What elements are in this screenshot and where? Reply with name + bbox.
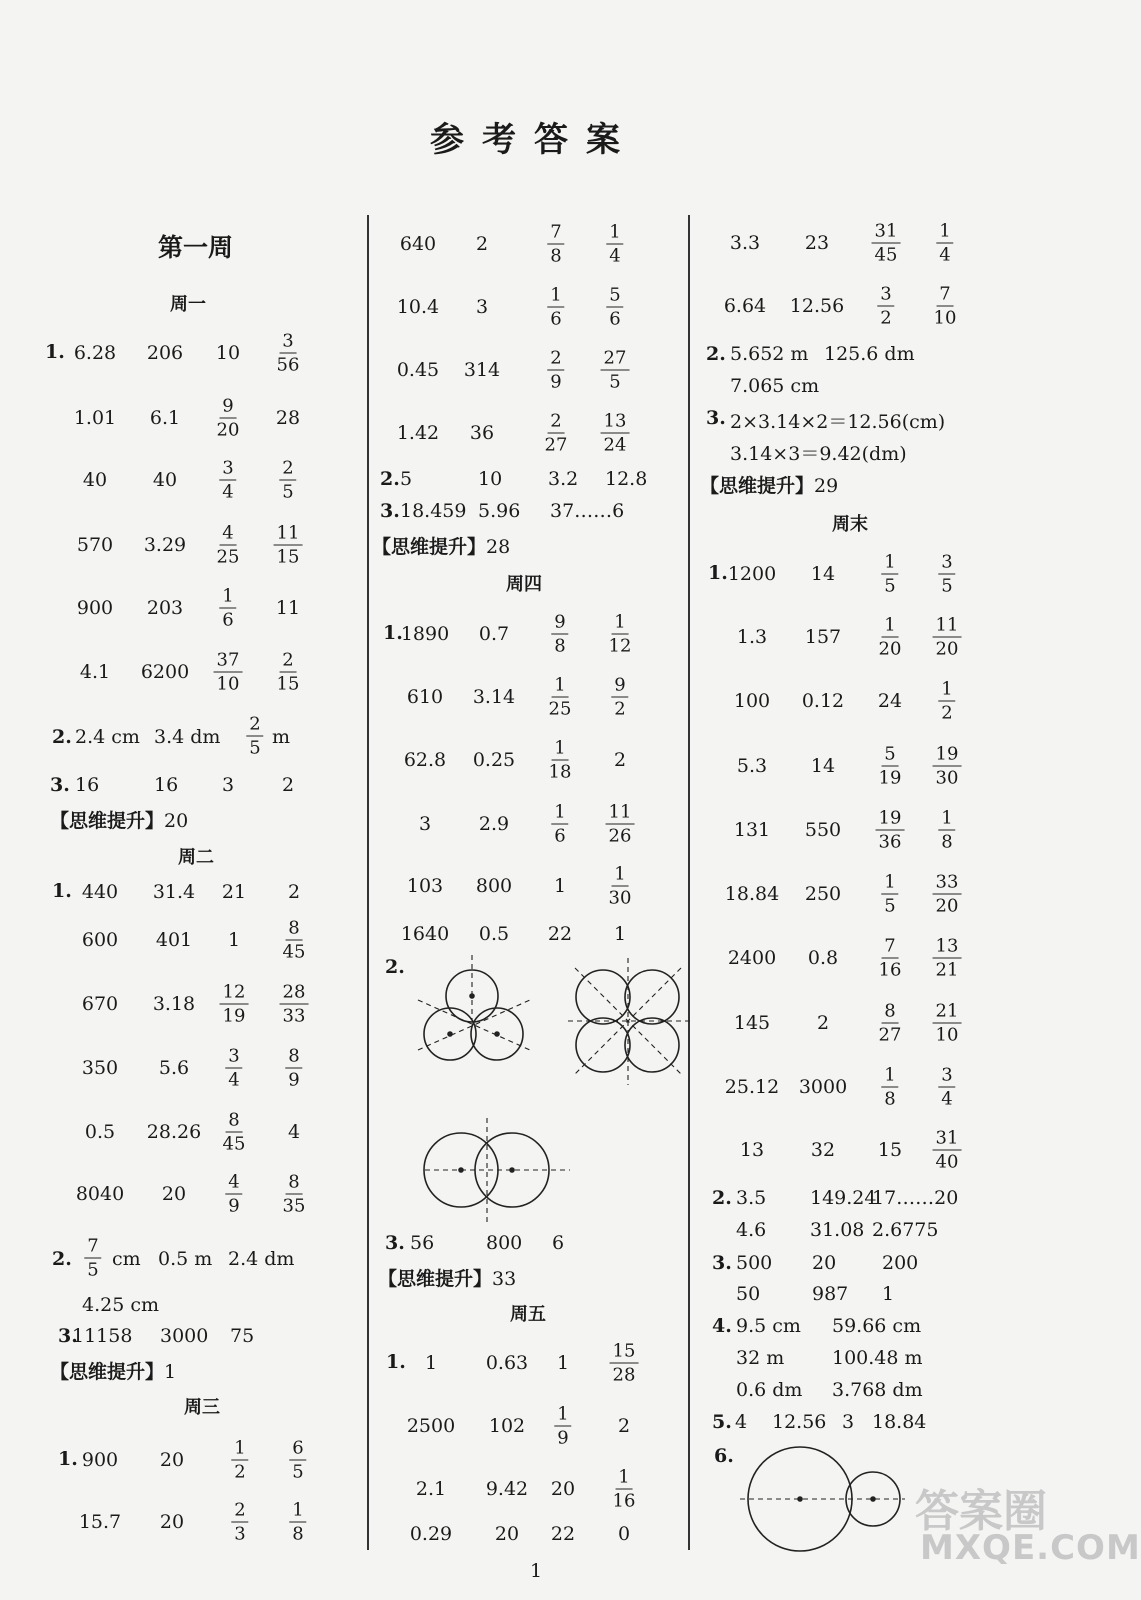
tue-q1-r4-c1: 350	[81, 1057, 119, 1079]
weekend-q1-r4-c4: $\frac{19}{30}$	[933, 743, 962, 790]
tue-q3-item2: 3000	[160, 1325, 209, 1347]
thu-q1-r5-c2: 800	[475, 875, 513, 897]
wed-q3-number: 3.	[380, 500, 400, 522]
wed-cont-r1-c2: 2	[475, 233, 489, 255]
weekend-q5-item3: 3	[842, 1411, 855, 1433]
tue-q1-r2-c1: 600	[81, 929, 119, 951]
wed-q1-r1-c1: 900	[81, 1449, 119, 1471]
mon-q1-r6-c1: 4.1	[79, 661, 111, 683]
weekend-q1-r10-c2: 32	[810, 1139, 836, 1161]
mon-q3-item3: 3	[222, 774, 235, 796]
wed-q1-r2-c4: $\frac{1}{8}$	[289, 1499, 306, 1546]
wed-q2-item4: 12.8	[605, 468, 648, 490]
wed-q2-col3-item1: 5.652 m	[730, 343, 809, 365]
mon-q2-answer-b: 3.4 dm	[154, 726, 221, 748]
weekend-q1-r8-c1: 145	[733, 1012, 771, 1034]
thu-q1-r4-c2: 2.9	[478, 813, 510, 835]
wed-cont-r2-c4: $\frac{5}{6}$	[606, 284, 623, 331]
wed-q3-col3-item1: 2×3.14×2＝12.56(cm)	[730, 411, 946, 433]
thu-q1-r6-c2: 0.5	[478, 923, 510, 945]
tue-think: 【思维提升】1	[50, 1361, 177, 1383]
tue-q2-fraction: $\frac{7}{5}$	[84, 1235, 101, 1282]
weekend-q1-r4-c1: 5.3	[736, 755, 768, 777]
mon-q1-r4-c1: 570	[76, 534, 114, 556]
weekend-q1-r7-c3: $\frac{7}{16}$	[878, 935, 902, 981]
wed-q2-number: 2.	[380, 468, 400, 490]
mon-q1-r3-c1: 40	[82, 469, 108, 491]
thu-q1-r5-c4: $\frac{1}{30}$	[608, 863, 632, 909]
weekend-q4-item2: 59.66 cm	[832, 1315, 922, 1337]
tue-q1-r6-c3: $\frac{4}{9}$	[225, 1171, 242, 1218]
fri-q1-r2-c3: $\frac{1}{9}$	[554, 1403, 571, 1450]
thu-q1-r4-c4: $\frac{11}{26}$	[606, 801, 635, 848]
mon-q3-item4: 2	[282, 774, 295, 796]
weekend-q1-r2-c4: $\frac{11}{20}$	[933, 614, 962, 661]
tue-q1-r1-c1: 440	[81, 881, 119, 903]
weekend-q1-r6-c3: $\frac{1}{5}$	[881, 871, 898, 918]
wed-col3-r1-c3: $\frac{31}{45}$	[872, 220, 901, 267]
mon-q1-r5-c1: 900	[76, 597, 114, 619]
wed-q1-r2-c2: 20	[159, 1511, 185, 1533]
mon-q1-r4-c3: $\frac{4}{25}$	[216, 522, 240, 568]
thu-q1-r5-c3: 1	[553, 875, 567, 897]
mon-q1-r5-c4: 11	[275, 597, 301, 619]
weekend-q1-r3-c1: 100	[733, 690, 771, 712]
fri-q1-r3-c1: 2.1	[415, 1478, 447, 1500]
wed-q1-number: 1.	[58, 1448, 78, 1470]
mon-q1-number: 1.	[45, 341, 65, 363]
weekend-q2-item1: 3.5	[736, 1187, 767, 1209]
weekend-q1-r8-c2: 2	[816, 1012, 830, 1034]
thu-q3-item2: 800	[486, 1232, 523, 1254]
fri-q1-r4-c1: 0.29	[409, 1523, 453, 1545]
weekend-q3-b-item3: 1	[882, 1283, 895, 1305]
wed-q3-item2: 5.96	[478, 500, 521, 522]
thu-q3-item1: 56	[410, 1232, 435, 1254]
wed-cont-r4-c3: $\frac{2}{27}$	[544, 410, 568, 456]
weekend-q1-r7-c4: $\frac{13}{21}$	[933, 935, 962, 982]
weekend-q1-r3-c3: 24	[877, 690, 903, 712]
weekend-q1-r1-c3: $\frac{1}{5}$	[881, 551, 898, 598]
mon-q3-item1: 16	[75, 774, 100, 796]
tue-q1-r4-c2: 5.6	[158, 1057, 190, 1079]
weekend-q1-r3-c2: 0.12	[801, 690, 845, 712]
thu-q1-r3-c3: $\frac{1}{18}$	[548, 737, 572, 783]
weekend-q1-r10-c4: $\frac{31}{40}$	[933, 1127, 962, 1174]
tue-q3-item3: 75	[230, 1325, 255, 1347]
wed-cont-r3-c3: $\frac{2}{9}$	[547, 347, 564, 394]
fri-q1-r1-c2: 0.63	[485, 1352, 529, 1374]
thu-q1-r1-c3: $\frac{9}{8}$	[551, 611, 568, 658]
fri-q1-r3-c3: 20	[550, 1478, 576, 1500]
wed-col3-r2-c2: 12.56	[789, 295, 845, 317]
mon-q1-r5-c3: $\frac{1}{6}$	[219, 585, 236, 632]
weekend-q5-number: 5.	[712, 1411, 732, 1433]
weekend-q4-b-item2: 100.48 m	[832, 1347, 923, 1369]
weekend-q1-r2-c3: $\frac{1}{20}$	[878, 614, 902, 660]
mon-q2-number: 2.	[52, 726, 72, 748]
weekend-q1-r10-c3: 15	[877, 1139, 903, 1161]
wed-cont-r4-c1: 1.42	[396, 422, 440, 444]
tue-q1-r5-c3: $\frac{8}{45}$	[222, 1109, 246, 1155]
weekend-q3-b-item1: 50	[736, 1283, 761, 1305]
wed-q2-item1: 5	[400, 468, 413, 490]
thu-q1-r4-c3: $\frac{1}{6}$	[551, 801, 568, 848]
fri-q1-r2-c4: 2	[617, 1415, 631, 1437]
tue-q2-answer-d: 4.25 cm	[82, 1294, 160, 1316]
tue-q3-number: 3.	[58, 1325, 78, 1347]
weekend-q1-r2-c2: 157	[804, 626, 842, 648]
wed-q3-col3-b-item1: 3.14×3＝9.42(dm)	[730, 443, 907, 465]
weekend-q1-r6-c4: $\frac{33}{20}$	[933, 871, 962, 918]
thu-q1-number: 1.	[383, 622, 403, 644]
mon-q1-r1-c2: 206	[146, 342, 184, 364]
mon-q1-r1-c3: 10	[215, 342, 241, 364]
thu-q1-r1-c4: $\frac{1}{12}$	[608, 611, 632, 657]
fri-q1-r2-c2: 102	[488, 1415, 526, 1437]
day-heading-mon: 周一	[170, 294, 206, 315]
mon-q3-number: 3.	[50, 774, 70, 796]
weekend-q2-b-item1: 4.6	[736, 1219, 767, 1241]
watermark-url: MXQE.COM	[920, 1528, 1141, 1568]
tue-q1-r6-c4: $\frac{8}{35}$	[282, 1171, 306, 1217]
wed-cont-r2-c2: 3	[475, 296, 489, 318]
tue-q2-number: 2.	[52, 1248, 72, 1270]
wed-q2-col3-number: 2.	[706, 343, 726, 365]
day-heading-thu: 周四	[506, 574, 542, 595]
weekend-q5-item4: 18.84	[872, 1411, 927, 1433]
wed-cont-r3-c2: 314	[463, 359, 501, 381]
weekend-q1-r8-c4: $\frac{21}{10}$	[933, 1000, 962, 1047]
tue-q1-r5-c1: 0.5	[84, 1121, 116, 1143]
thu-q1-r4-c1: 3	[418, 813, 432, 835]
tue-q1-r3-c3: $\frac{12}{19}$	[220, 981, 249, 1028]
wed-q1-r1-c4: $\frac{6}{5}$	[289, 1437, 306, 1484]
tue-q1-r2-c3: 1	[227, 929, 241, 951]
tue-q1-r6-c1: 8040	[75, 1183, 125, 1205]
tue-q1-r6-c2: 20	[161, 1183, 187, 1205]
weekend-q1-r4-c3: $\frac{5}{19}$	[878, 743, 902, 789]
weekend-q4-b-item1: 32 m	[736, 1347, 785, 1369]
weekend-q3-b-item2: 987	[812, 1283, 849, 1305]
mon-q1-r4-c2: 3.29	[143, 534, 187, 556]
day-heading-weekend: 周末	[832, 514, 868, 535]
weekend-q1-r5-c2: 550	[804, 819, 842, 841]
thu-q1-r1-c2: 0.7	[478, 623, 510, 645]
tue-q1-r2-c2: 401	[155, 929, 193, 951]
fri-q1-r1-c3: 1	[556, 1352, 570, 1374]
page-number: 1	[530, 1560, 543, 1582]
weekend-q1-r9-c3: $\frac{1}{8}$	[881, 1064, 898, 1111]
fri-q1-r4-c2: 20	[494, 1523, 520, 1545]
tue-q1-r4-c4: $\frac{8}{9}$	[285, 1045, 302, 1092]
weekend-q6-number: 6.	[714, 1445, 734, 1467]
thu-q1-r2-c1: 610	[406, 686, 444, 708]
mon-q1-r2-c4: 28	[275, 407, 301, 429]
weekend-q1-r2-c1: 1.3	[736, 626, 768, 648]
thu-q1-r1-c1: 1890	[400, 623, 450, 645]
weekend-q2-b-item2: 31.08	[810, 1219, 865, 1241]
wed-cont-r2-c3: $\frac{1}{6}$	[547, 284, 564, 331]
mon-q1-r3-c4: $\frac{2}{5}$	[279, 457, 296, 504]
weekend-q1-r9-c2: 3000	[798, 1076, 848, 1098]
fri-q1-r3-c4: $\frac{1}{16}$	[612, 1466, 636, 1512]
mon-q1-r5-c2: 203	[146, 597, 184, 619]
tue-q1-r5-c4: 4	[287, 1121, 301, 1143]
fri-q1-r2-c1: 2500	[406, 1415, 456, 1437]
wed-think-col3: 【思维提升】29	[700, 475, 839, 497]
fri-q1-r4-c3: 22	[550, 1523, 576, 1545]
weekend-q3-item1: 500	[736, 1252, 773, 1274]
weekend-q1-r5-c4: $\frac{1}{8}$	[938, 807, 955, 854]
weekend-q1-r4-c2: 14	[810, 755, 836, 777]
tue-q1-number: 1.	[52, 880, 72, 902]
thu-q1-r2-c4: $\frac{9}{2}$	[611, 674, 628, 721]
weekend-q1-r10-c1: 13	[739, 1139, 765, 1161]
wed-q2-item2: 10	[478, 468, 503, 490]
tue-q1-r2-c4: $\frac{8}{45}$	[282, 917, 306, 963]
day-heading-tue: 周二	[178, 847, 214, 868]
wed-q1-r2-c1: 15.7	[78, 1511, 122, 1533]
wed-q1-r2-c3: $\frac{2}{3}$	[231, 1499, 248, 1546]
thu-q1-r5-c1: 103	[406, 875, 444, 897]
tue-q1-r1-c2: 31.4	[152, 881, 196, 903]
week-heading: 第一周	[158, 233, 234, 262]
weekend-q1-r7-c1: 2400	[727, 947, 777, 969]
three-circle-figure	[418, 955, 530, 1060]
day-heading-fri: 周五	[510, 1304, 546, 1325]
weekend-q1-number: 1.	[708, 562, 728, 584]
thu-q1-r6-c4: 1	[613, 923, 627, 945]
tue-q1-r3-c4: $\frac{28}{33}$	[280, 981, 309, 1028]
weekend-q4-c-item2: 3.768 dm	[832, 1379, 923, 1401]
mon-q1-r6-c2: 6200	[140, 661, 190, 683]
tue-q2-answer-b: 0.5 m	[158, 1248, 213, 1270]
weekend-q3-item3: 200	[882, 1252, 919, 1274]
tue-q1-r1-c3: 21	[221, 881, 247, 903]
two-circle-figure	[424, 1118, 570, 1222]
weekend-q1-r1-c1: 1200	[727, 563, 777, 585]
wed-q1-r1-c3: $\frac{1}{2}$	[231, 1437, 248, 1484]
thu-think: 【思维提升】33	[378, 1268, 517, 1290]
weekend-q2-b-item3: 2.6775	[872, 1219, 939, 1241]
wed-col3-r1-c2: 23	[804, 232, 830, 254]
wed-cont-r3-c4: $\frac{27}{5}$	[601, 347, 630, 394]
mon-q1-r4-c4: $\frac{11}{15}$	[274, 522, 303, 569]
weekend-q5-item1: 4	[735, 1411, 748, 1433]
weekend-q3-item2: 20	[812, 1252, 837, 1274]
weekend-q1-r5-c1: 131	[733, 819, 771, 841]
fri-q1-r3-c2: 9.42	[485, 1478, 529, 1500]
weekend-q1-r9-c4: $\frac{3}{4}$	[938, 1064, 955, 1111]
wed-cont-r1-c3: $\frac{7}{8}$	[547, 221, 564, 268]
weekend-q4-number: 4.	[712, 1315, 732, 1337]
wed-q2-item3: 3.2	[548, 468, 579, 490]
thu-q1-r3-c2: 0.25	[472, 749, 516, 771]
fri-q1-r1-c1: 1	[424, 1352, 438, 1374]
wed-col3-r2-c3: $\frac{3}{2}$	[877, 283, 894, 330]
thu-q1-r6-c1: 1640	[400, 923, 450, 945]
thu-q1-r2-c2: 3.14	[472, 686, 516, 708]
mon-q1-r3-c2: 40	[152, 469, 178, 491]
tue-q1-r5-c2: 28.26	[146, 1121, 202, 1143]
tue-q3-item1: 11158	[72, 1325, 133, 1347]
thu-q1-r3-c4: 2	[613, 749, 627, 771]
wed-cont-r3-c1: 0.45	[396, 359, 440, 381]
wed-cont-r1-c4: $\frac{1}{4}$	[606, 221, 623, 268]
tue-q2-unit: cm	[112, 1248, 141, 1270]
tue-q1-r4-c3: $\frac{3}{4}$	[225, 1045, 242, 1092]
wed-q2-col3-b-item1: 7.065 cm	[730, 375, 820, 397]
weekend-q5-item2: 12.56	[772, 1411, 827, 1433]
thu-q3-number: 3.	[385, 1232, 405, 1254]
weekend-q1-r9-c1: 25.12	[724, 1076, 780, 1098]
fri-q1-number: 1.	[386, 1351, 406, 1373]
weekend-q1-r6-c1: 18.84	[724, 883, 780, 905]
weekend-q4-c-item1: 0.6 dm	[736, 1379, 803, 1401]
weekend-q1-r1-c2: 14	[810, 563, 836, 585]
mon-q1-r2-c2: 6.1	[149, 407, 181, 429]
mon-q1-r1-c4: $\frac{3}{56}$	[276, 330, 300, 376]
wed-q1-r1-c2: 20	[159, 1449, 185, 1471]
mon-q1-r2-c1: 1.01	[73, 407, 117, 429]
weekend-q1-r1-c4: $\frac{3}{5}$	[938, 551, 955, 598]
thu-q1-r2-c3: $\frac{1}{25}$	[548, 674, 572, 720]
tue-q2-answer-c: 2.4 dm	[228, 1248, 295, 1270]
mon-q2-fraction: $\frac{2}{5}$	[246, 713, 263, 760]
wed-col3-r1-c4: $\frac{1}{4}$	[936, 220, 953, 267]
weekend-q3-number: 3.	[712, 1252, 732, 1274]
mon-q1-r2-c3: $\frac{9}{20}$	[216, 395, 240, 441]
weekend-q2-item3: 17……20	[872, 1187, 959, 1209]
weekend-q1-r6-c2: 250	[804, 883, 842, 905]
mon-q3-item2: 16	[154, 774, 179, 796]
day-heading-wed: 周三	[184, 1397, 220, 1418]
tue-q1-r3-c2: 3.18	[152, 993, 196, 1015]
thu-q2-number: 2.	[385, 956, 405, 978]
four-circle-figure	[568, 958, 690, 1085]
weekend-q1-r8-c3: $\frac{8}{27}$	[878, 1000, 902, 1046]
weekend-q1-r3-c4: $\frac{1}{2}$	[938, 678, 955, 725]
wed-col3-r2-c1: 6.64	[723, 295, 767, 317]
mon-q1-r6-c3: $\frac{37}{10}$	[214, 649, 243, 696]
tue-q1-r3-c1: 670	[81, 993, 119, 1015]
weekend-q2-number: 2.	[712, 1187, 732, 1209]
fri-q1-r1-c4: $\frac{15}{28}$	[610, 1340, 639, 1387]
wed-think: 【思维提升】28	[372, 536, 511, 558]
weekend-q4-item1: 9.5 cm	[736, 1315, 801, 1337]
wed-q3-col3-number: 3.	[706, 407, 726, 429]
weekend-q6-figure	[740, 1447, 905, 1551]
wed-cont-r2-c1: 10.4	[396, 296, 440, 318]
wed-cont-r1-c1: 640	[399, 233, 437, 255]
weekend-q2-item2: 149.24	[810, 1187, 877, 1209]
wed-col3-r2-c4: $\frac{7}{10}$	[933, 283, 957, 329]
weekend-q1-r5-c3: $\frac{19}{36}$	[876, 807, 905, 854]
mon-q2-unit: m	[272, 726, 291, 748]
fri-q1-r4-c4: 0	[617, 1523, 631, 1545]
wed-q2-col3-item2: 125.6 dm	[824, 343, 915, 365]
wed-q3-item3: 37……6	[550, 500, 625, 522]
mon-q1-r3-c3: $\frac{3}{4}$	[219, 457, 236, 504]
mon-q2-answer-a: 2.4 cm	[75, 726, 140, 748]
mon-q1-r1-c1: 6.28	[73, 342, 117, 364]
mon-think: 【思维提升】20	[50, 810, 189, 832]
page-title: 参考答案	[430, 120, 638, 160]
watermark-logo: 答案圈	[915, 1486, 1047, 1537]
wed-cont-r4-c4: $\frac{13}{24}$	[601, 410, 630, 457]
mon-q1-r6-c4: $\frac{2}{15}$	[276, 649, 300, 695]
thu-q3-item3: 6	[552, 1232, 565, 1254]
wed-col3-r1-c1: 3.3	[729, 232, 761, 254]
wed-cont-r4-c2: 36	[469, 422, 495, 444]
weekend-q1-r7-c2: 0.8	[807, 947, 839, 969]
thu-q1-r6-c3: 22	[547, 923, 573, 945]
wed-q3-item1: 18.459	[400, 500, 467, 522]
tue-q1-r1-c4: 2	[287, 881, 301, 903]
thu-q1-r3-c1: 62.8	[403, 749, 447, 771]
